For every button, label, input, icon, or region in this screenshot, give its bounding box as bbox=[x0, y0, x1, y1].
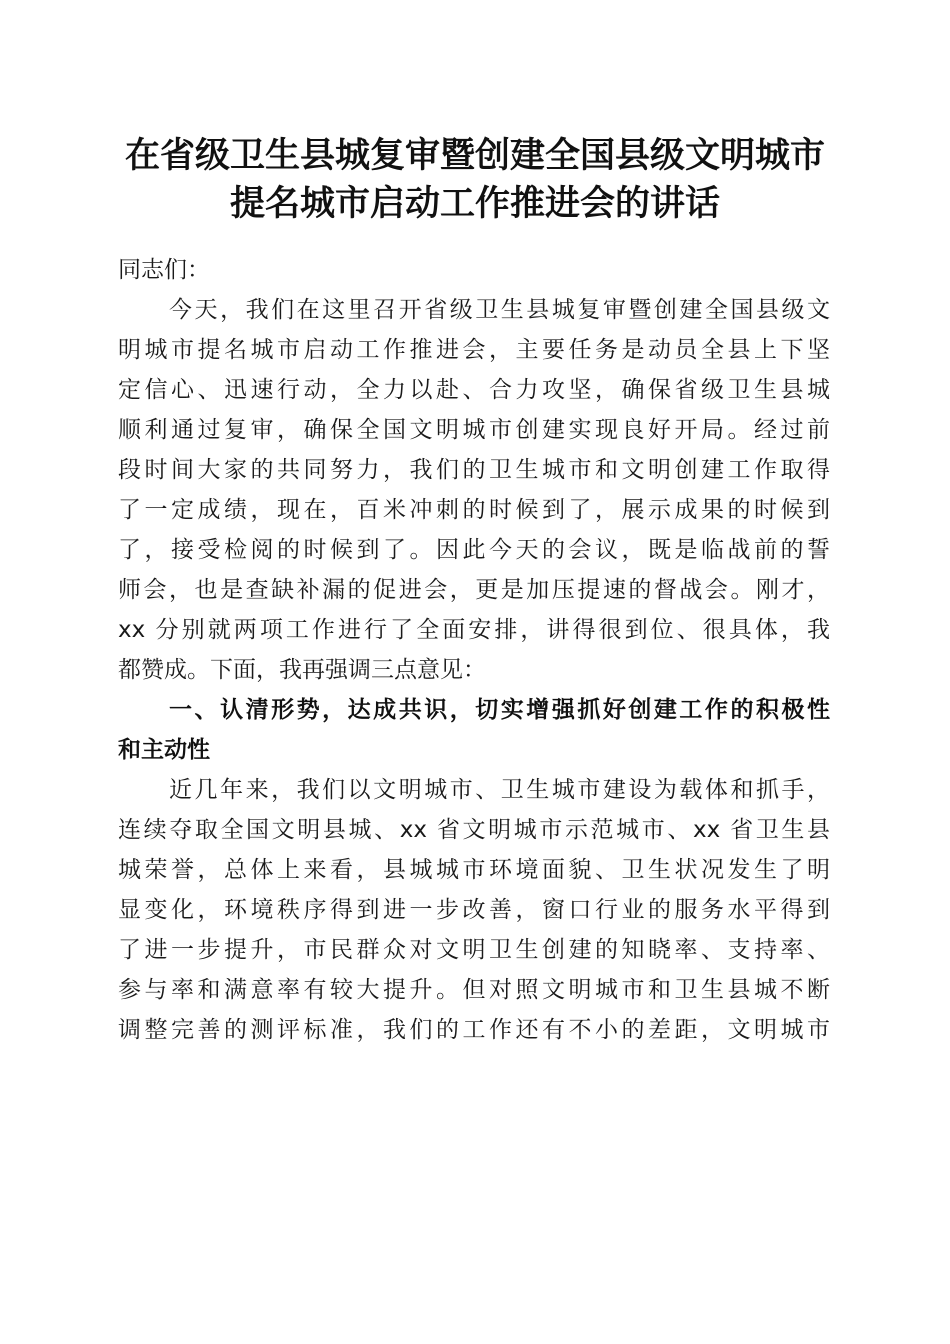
paragraph-line: 参与率和满意率有较大提升。但对照文明城市和卫生县城不断 bbox=[118, 977, 830, 1003]
document-title bbox=[100, 132, 850, 228]
paragraph-line: 都赞成。下面，我再强调三点意见： bbox=[118, 657, 486, 683]
paragraph-line: 近几年来，我们以文明城市、卫生城市建设为载体和抓手， bbox=[118, 777, 830, 803]
salutation: 同志们： bbox=[118, 257, 210, 283]
paragraph-line: 今天，我们在这里召开省级卫生县城复审暨创建全国县级文 bbox=[118, 297, 830, 323]
title-line-1: 在省级卫生县城复审暨创建全国县级文明城市 bbox=[124, 135, 825, 176]
paragraph-line: 定信心、迅速行动，全力以赴、合力攻坚，确保省级卫生县城 bbox=[118, 377, 830, 403]
paragraph-1 bbox=[118, 290, 830, 690]
paragraph-line: 顺利通过复审，确保全国文明城市创建实现良好开局。经过前 bbox=[118, 417, 830, 443]
paragraph-line: xx 分别就两项工作进行了全面安排，讲得很到位、很具体，我 bbox=[118, 617, 830, 643]
paragraph-line: 了，接受检阅的时候到了。因此今天的会议，既是临战前的誓 bbox=[118, 537, 830, 563]
paragraph-line: 明城市提名城市启动工作推进会，主要任务是动员全县上下坚 bbox=[118, 337, 830, 363]
paragraph-line: 段时间大家的共同努力，我们的卫生城市和文明创建工作取得 bbox=[118, 457, 830, 483]
paragraph-line: 了进一步提升，市民群众对文明卫生创建的知晓率、支持率、 bbox=[118, 937, 830, 963]
paragraph-line: 了一定成绩，现在，百米冲刺的时候到了，展示成果的时候到 bbox=[118, 497, 830, 523]
title-line-2: 提名城市启动工作推进会的讲话 bbox=[229, 183, 720, 224]
paragraph-2 bbox=[118, 770, 830, 1050]
paragraph-line: 连续夺取全国文明县城、xx 省文明城市示范城市、xx 省卫生县 bbox=[118, 817, 830, 843]
paragraph-line: 城荣誉，总体上来看，县城城市环境面貌、卫生状况发生了明 bbox=[118, 857, 830, 883]
heading-line: 和主动性 bbox=[118, 737, 210, 763]
paragraph-line: 调整完善的测评标准，我们的工作还有不小的差距，文明城市 bbox=[118, 1017, 830, 1043]
paragraph-line: 显变化，环境秩序得到进一步改善，窗口行业的服务水平得到 bbox=[118, 897, 830, 923]
section-heading-1 bbox=[118, 690, 830, 770]
heading-line: 一、认清形势，达成共识，切实增强抓好创建工作的积极性 bbox=[118, 697, 830, 723]
paragraph-line: 师会，也是查缺补漏的促进会，更是加压提速的督战会。刚才， bbox=[118, 577, 830, 603]
document-body bbox=[118, 250, 830, 1050]
